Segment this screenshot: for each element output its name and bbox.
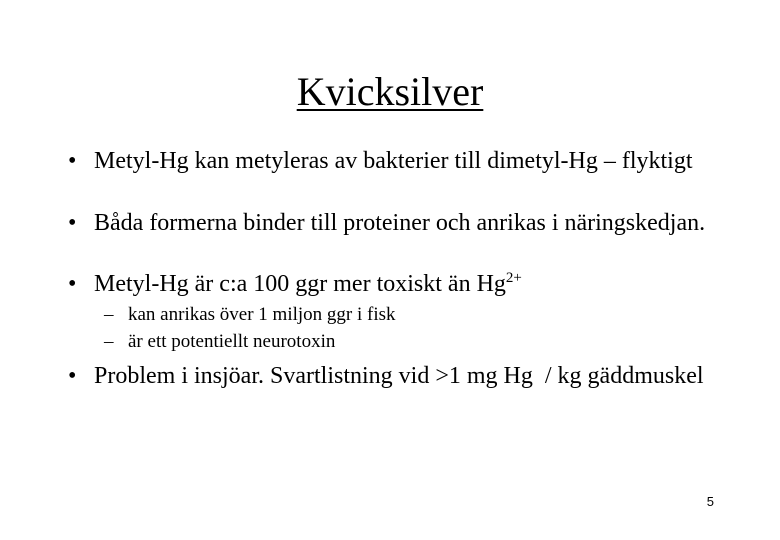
bullet-item [68,149,728,174]
sub-bullet-item [104,304,724,326]
bullet-marker: • [68,210,77,236]
bullet-text: Båda formerna binder till proteiner och anrikas i näringskedjan. [94,210,706,236]
sub-bullet-marker: – [104,331,114,352]
bullet-marker: • [68,148,77,174]
sub-bullet-text: kan anrikas över 1 miljon ggr i fisk [128,304,396,325]
bullet-item [68,211,728,236]
page-number: 5 [706,494,714,509]
superscript-charge: 2+ [505,270,522,286]
bullet-item [68,364,728,389]
bullet-item [68,272,728,297]
bullet-text: Metyl-Hg kan metyleras av bakterier till dimetyl-Hg – flyktigt [94,148,693,174]
sub-bullet-marker: – [104,304,114,325]
bullet-text-main: Metyl-Hg är c:a 100 ggr mer toxiskt än Hg [94,271,506,297]
bullet-marker: • [68,271,77,297]
bullet-marker: • [68,363,77,389]
slide-title: Kvicksilver [296,69,484,114]
sub-bullet-item [104,331,724,353]
bullet-text: Problem i insjöar. Svartlistning vid >1 mg Hg / kg gäddmuskel [94,363,704,389]
bullet-text [94,272,728,297]
sub-bullet-text: är ett potentiellt neurotoxin [128,331,336,352]
